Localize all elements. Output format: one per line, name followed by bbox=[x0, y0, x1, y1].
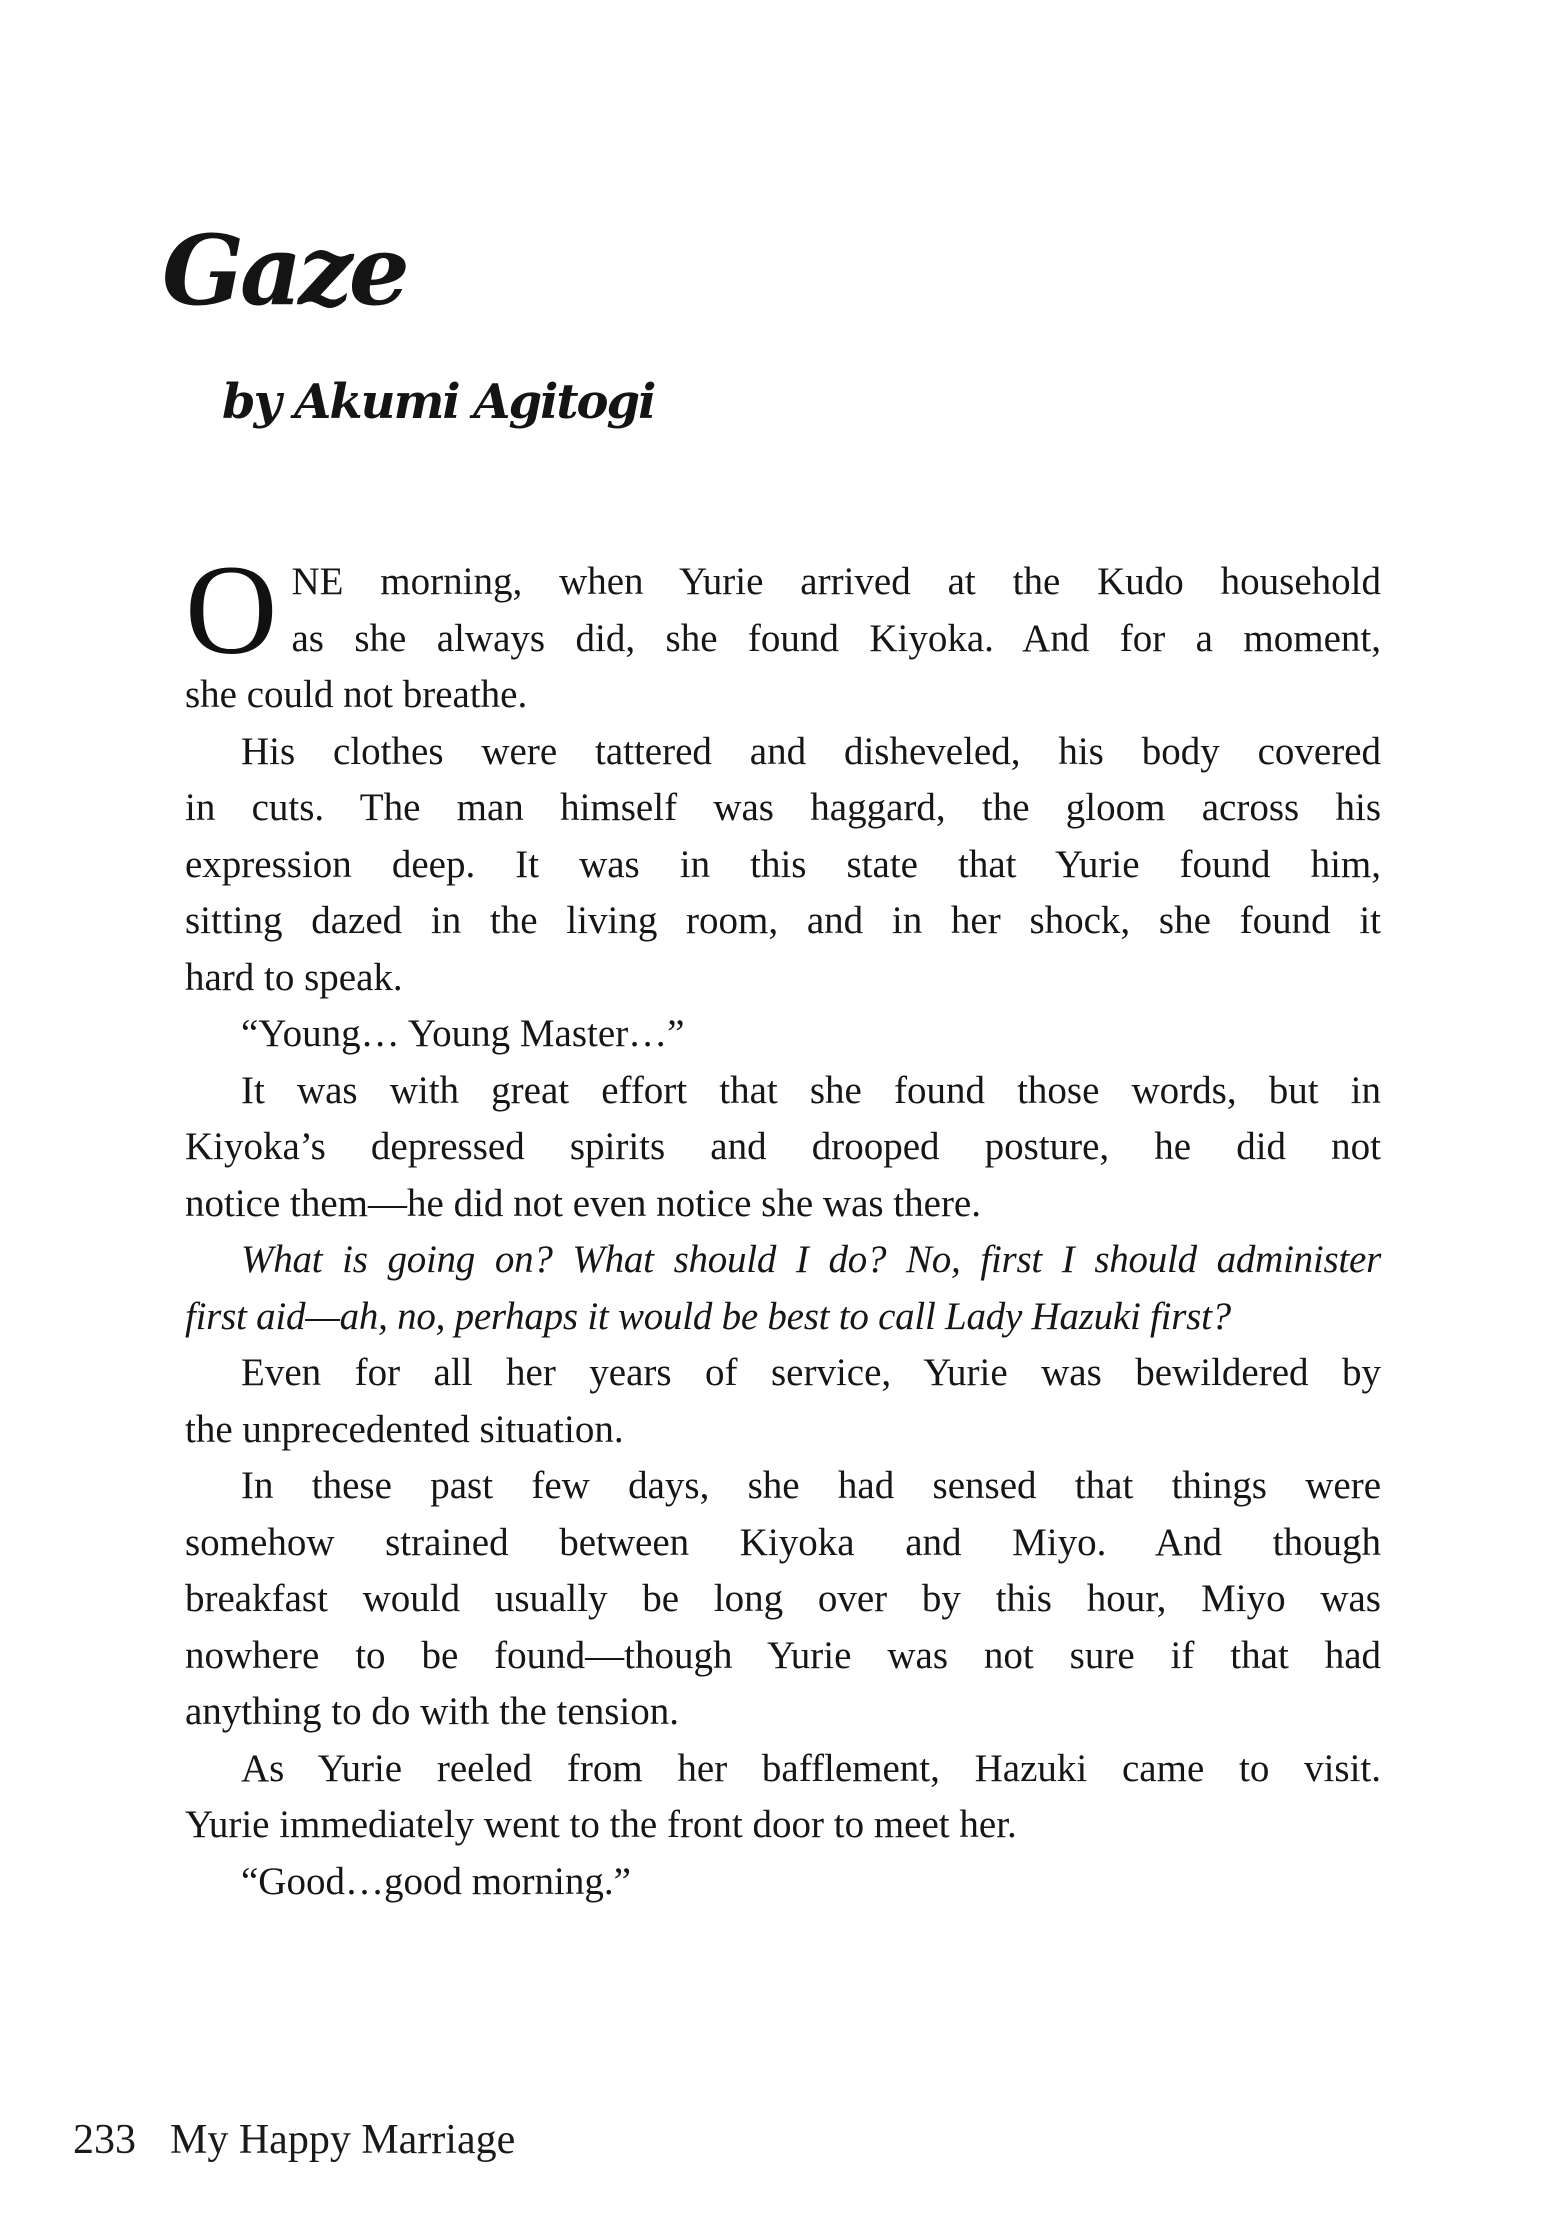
body-line: “Young… Young Master…” bbox=[241, 1012, 685, 1055]
body-line: she could not breathe. bbox=[185, 673, 528, 716]
paragraph bbox=[185, 539, 1381, 724]
body-line: As Yurie reeled from her bafflement, Hazuki came to visit. bbox=[241, 1746, 1381, 1790]
body-line: NE morning, when Yurie arrived at the Kudo household bbox=[291, 560, 1381, 603]
body-line: “Good…good morning.” bbox=[241, 1859, 631, 1903]
body-line: notice them—he did not even notice she was there. bbox=[185, 1181, 981, 1225]
body-line: sitting dazed in the living room, and in her shock, she found it bbox=[185, 899, 1381, 942]
body-line: What is going on? What should I do? No, first I should administer bbox=[241, 1238, 1381, 1281]
paragraph bbox=[185, 1854, 1381, 1911]
paragraph bbox=[185, 1458, 1381, 1741]
body-line: anything to do with the tension. bbox=[185, 1690, 679, 1733]
body-line: in cuts. The man himself was haggard, the gloom across his bbox=[185, 786, 1381, 829]
body-line: breakfast would usually be long over by this hour, Miyo was bbox=[185, 1577, 1381, 1620]
paragraph bbox=[185, 1232, 1381, 1345]
chapter-title: Gaze bbox=[162, 214, 406, 327]
body-line: It was with great effort that she found those words, but in bbox=[241, 1068, 1381, 1112]
drop-cap: O bbox=[185, 539, 278, 681]
body-line: as she always did, she found Kiyoka. And for a moment, bbox=[291, 616, 1381, 660]
paragraph bbox=[185, 1345, 1381, 1458]
body-line: Yurie immediately went to the front door to meet her. bbox=[185, 1803, 1017, 1846]
body-line: hard to speak. bbox=[185, 955, 403, 999]
body-line: expression deep. It was in this state that Yurie found him, bbox=[185, 842, 1381, 886]
page-number: 233 bbox=[73, 2117, 136, 2163]
paragraph bbox=[185, 1741, 1381, 1854]
body-line: His clothes were tattered and disheveled, his body covered bbox=[241, 729, 1381, 773]
body-line: first aid—ah, no, perhaps it would be best to call Lady Hazuki first? bbox=[185, 1294, 1231, 1338]
chapter-byline: by Akumi Agitogi bbox=[222, 374, 655, 430]
body-line: somehow strained between Kiyoka and Miyo. And though bbox=[185, 1520, 1381, 1564]
body-line: Kiyoka’s depressed spirits and drooped posture, he did not bbox=[185, 1125, 1381, 1168]
body-line: In these past few days, she had sensed that things were bbox=[241, 1464, 1381, 1507]
body-text bbox=[185, 539, 1381, 1910]
paragraph bbox=[185, 1006, 1381, 1063]
book-title: My Happy Marriage bbox=[170, 2117, 516, 2163]
paragraph bbox=[185, 724, 1381, 1007]
body-line: Even for all her years of service, Yurie was bewildered by bbox=[241, 1351, 1381, 1394]
body-line: nowhere to be found—though Yurie was not sure if that had bbox=[185, 1633, 1381, 1677]
paragraph bbox=[185, 1063, 1381, 1233]
body-line: the unprecedented situation. bbox=[185, 1407, 624, 1451]
